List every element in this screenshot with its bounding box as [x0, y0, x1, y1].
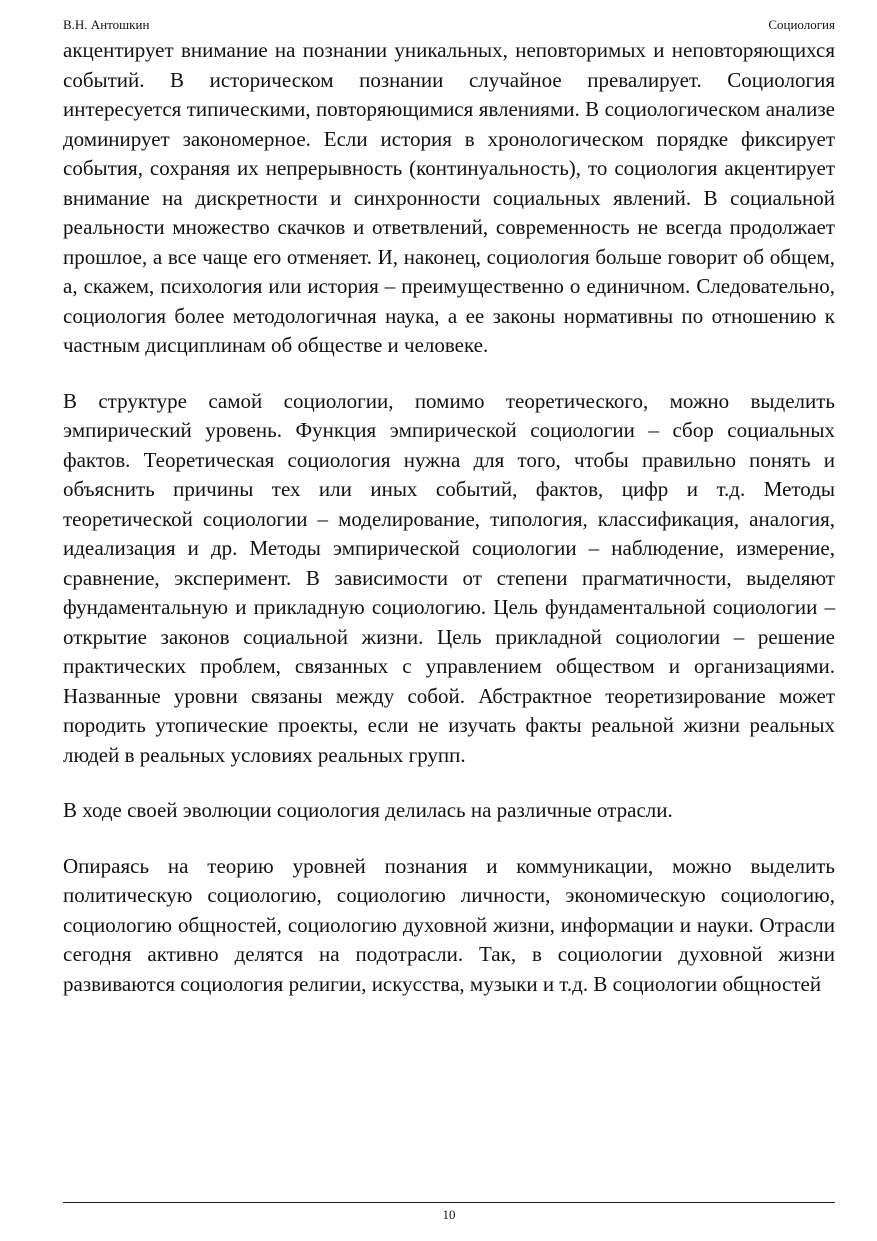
paragraph-2: В структуре самой социологии, помимо теоретического, можно выделить эмпирический уровень. Функция эмпирической социологии – сбор социальных фактов. Теоретическая социология нужна для того, чтобы правильно понять и объяснить причины тех или иных событий, фактов, цифр и т.д. Методы теоретической социологии – моделирование, типология, классификация, аналогия, идеализация и др. Методы эмпирической социологии – наблюдение, измерение, сравнение, эксперимент. В зависимости от степени прагматичности, выделяют фундаментальную и прикладную социологию. Цель фундаментальной социологии – открытие законов социальной жизни. Цель прикладной социологии – решение практических проблем, связанных с управлением обществом и организациями. Названные уровни связаны между собой. Абстрактное теоретизирование может породить утопические проекты, если не изучать факты реальной жизни реальных людей в реальных условиях реальных групп. — [63, 388, 835, 767]
paragraph-3: В ходе своей эволюции социология делилась на различные отрасли. — [63, 798, 673, 822]
body-text — [63, 36, 835, 999]
header-title: Социология — [768, 17, 835, 32]
page-number: 10 — [442, 1207, 456, 1222]
paragraph-4: Опираясь на теорию уровней познания и коммуникации, можно выделить политическую социологию, социологию личности, экономическую социологию, социологию общностей, социологию духовной жизни, информации и науки. Отрасли сегодня активно делятся на подотрасли. Так, в социологии духовной жизни развиваются социология религии, искусства, музыки и т.д. В социологии общностей — [63, 853, 835, 996]
header-author: В.Н. Антошкин — [63, 17, 150, 32]
footer-divider — [63, 1202, 835, 1203]
running-header — [63, 16, 835, 34]
paragraph-1: акцентирует внимание на познании уникальных, неповторимых и неповторяющихся событий. В историческом познании случайное превалирует. Социология интересуется типическими, повторяющимися явлениями. В социологическом анализе доминирует закономерное. Если история в хронологическом порядке фиксирует события, сохраняя их непрерывность (континуальность), то социология акцентирует внимание на дискретности и синхронности социальных явлений. В социальной реальности множество скачков и ответвлений, современность не всегда продолжает прошлое, а все чаще его отменяет. И, наконец, социология больше говорит об общем, а, скажем, психология или история – преимущественно о единичном. Следовательно, социология более методологичная наука, а ее законы нормативны по отношению к частным дисциплинам об обществе и человеке. — [63, 38, 835, 357]
